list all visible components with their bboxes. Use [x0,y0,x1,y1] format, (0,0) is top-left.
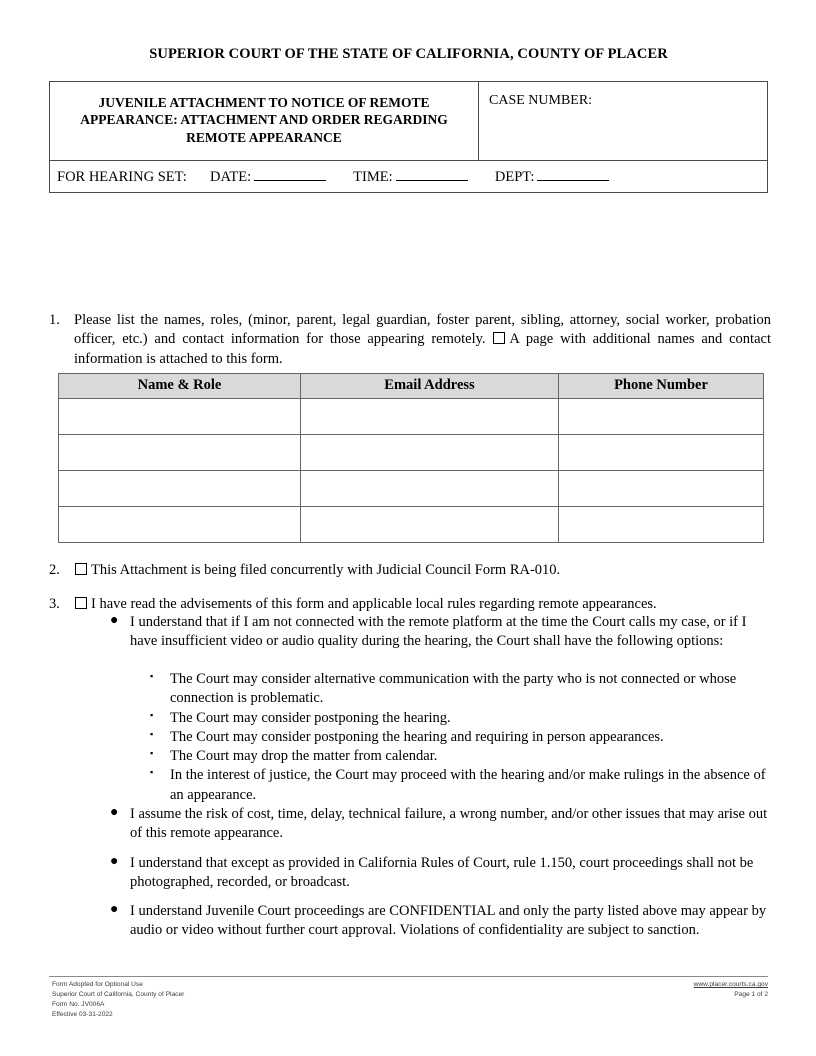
table-header-row [59,374,764,399]
bullet-dot-icon: ● [110,805,119,820]
bullet-square-icon: ▪ [150,728,154,739]
court-website-link[interactable]: www.placer.courts.ca.gov [693,981,768,988]
bullet-dot-icon: ● [110,902,119,918]
caption-box [49,81,768,193]
cell-name-role[interactable] [59,471,301,507]
cell-email[interactable] [301,435,559,471]
form-title-line-1: JUVENILE ATTACHMENT TO NOTICE OF REMOTE [98,95,430,111]
court-title: SUPERIOR COURT OF THE STATE OF CALIFORNIA, COUNTY OF PLACER [149,46,668,62]
list-item-text: The Court may drop the matter from calendar. [170,748,438,765]
item-3-label: I have read the advisements of this form and applicable local rules regarding remote appearances. [91,596,657,612]
list-item [150,670,771,709]
hearing-set-row [50,161,767,192]
list-item [110,854,771,893]
numbered-item-2 [49,561,771,580]
participants-table [58,373,764,543]
bullet-square-icon: ▪ [150,767,154,778]
list-item [110,902,771,941]
bullet-dot-icon: ● [110,613,119,628]
cell-name-role[interactable] [59,507,301,543]
cell-email[interactable] [301,507,559,543]
bullet-square-icon: ▪ [150,709,154,720]
cell-phone[interactable] [559,399,764,435]
advisement-bullets-group-2 [110,805,771,941]
bullet-square-icon: ▪ [150,671,154,681]
time-input-line[interactable] [396,166,468,181]
time-label: TIME: [353,168,393,185]
bullet-dot-icon: ● [110,853,119,869]
list-item-text: I understand Juvenile Court proceedings are CONFIDENTIAL and only the party listed above may appear by audio or video without further court approval. Violations of confidentiality are subject to sanction. [130,903,767,939]
case-number-label: CASE NUMBER: [489,93,593,108]
item-1-number: 1. [49,312,60,328]
cell-name-role[interactable] [59,399,301,435]
column-header-email: Email Address [301,374,559,399]
column-header-phone: Phone Number [559,374,764,399]
item-2-label: This Attachment is being filed concurrently with Judicial Council Form RA-010. [91,562,561,578]
footer-adoption-line: Form Adopted for Optional Use [52,981,143,988]
page-number: Page 1 of 2 [734,990,768,998]
list-item-text: The Court may consider alternative communication with the party who is not connected or whose connection is problematic. [170,671,737,707]
footer-page-info [694,980,768,1000]
cell-phone[interactable] [559,507,764,543]
cell-email[interactable] [301,471,559,507]
bullet-square-icon: ▪ [150,748,154,759]
numbered-item-1 [49,311,771,369]
table-row [59,471,764,507]
caption-top-row [50,82,767,161]
list-item-text: The Court may consider postponing the hearing. [170,709,451,726]
list-item-text: I assume the risk of cost, time, delay, technical failure, a wrong number, and/or other issues that may arise out of this remote appearance. [130,806,768,842]
cell-phone[interactable] [559,471,764,507]
advisement-bullets-group-1 [110,613,771,652]
date-input-line[interactable] [254,166,326,181]
item-1-body [74,311,771,369]
list-item [150,728,771,747]
form-title-line-3: REMOTE APPEARANCE [186,129,342,145]
column-header-name-role: Name & Role [59,374,301,399]
list-item-text: I understand that except as provided in California Rules of Court, rule 1.150, court proceedings shall not be photographed, recorded, or broadcast. [130,854,754,890]
case-number-cell[interactable] [479,82,767,160]
footer-form-number: Form No. JV006A [52,1000,105,1008]
item-1-checkbox-label: A page with additional names and contact information is attached to this form. [74,331,771,367]
court-options-sub-bullets [150,670,771,805]
item-3-number: 3. [49,596,60,612]
list-item [150,747,771,766]
item-2-body [74,561,771,580]
list-item [110,613,771,652]
list-item-text: I understand that if I am not connected with the remote platform at the time the Court calls my case, or if I have insufficient video or audio quality during the hearing, the Court shall have the following options: [130,614,747,650]
cell-email[interactable] [301,399,559,435]
footer-form-info [52,980,184,1020]
list-item [110,805,771,844]
list-item-text: In the interest of justice, the Court may proceed with the hearing and/or make rulings in the absence of an appearance. [170,767,766,803]
dept-input-line[interactable] [537,166,609,181]
table-row [59,507,764,543]
cell-name-role[interactable] [59,435,301,471]
list-item [150,709,771,728]
checkbox-concurrent-filing[interactable] [75,563,87,575]
footer-divider [49,976,768,977]
footer-court-line: Superior Court of California, County of Placer [52,990,185,998]
list-item-text: The Court may consider postponing the hearing and requiring in person appearances. [170,728,664,745]
footer-effective-date: Effective 03-31-2022 [52,1010,113,1018]
checkbox-additional-page[interactable] [493,332,505,344]
item-1-text: Please list the names, roles, (minor, parent, legal guardian, foster parent, sibling, attorney, social worker, probation officer, etc.) and contact information for those appearing remotely. [74,312,771,348]
form-title-line-2: APPEARANCE: ATTACHMENT AND ORDER REGARDING [80,112,448,128]
cell-phone[interactable] [559,435,764,471]
hearing-set-label: FOR HEARING SET: [57,168,187,185]
table-row [59,399,764,435]
date-label: DATE: [210,168,252,185]
item-2-number: 2. [49,562,60,578]
item-3-body [74,595,771,614]
form-title-text [80,94,448,146]
numbered-item-3 [49,595,771,614]
table-row [59,435,764,471]
form-title-cell [50,82,479,160]
checkbox-advisements-read[interactable] [75,597,87,609]
list-item [150,766,771,805]
dept-label: DEPT: [494,168,535,185]
